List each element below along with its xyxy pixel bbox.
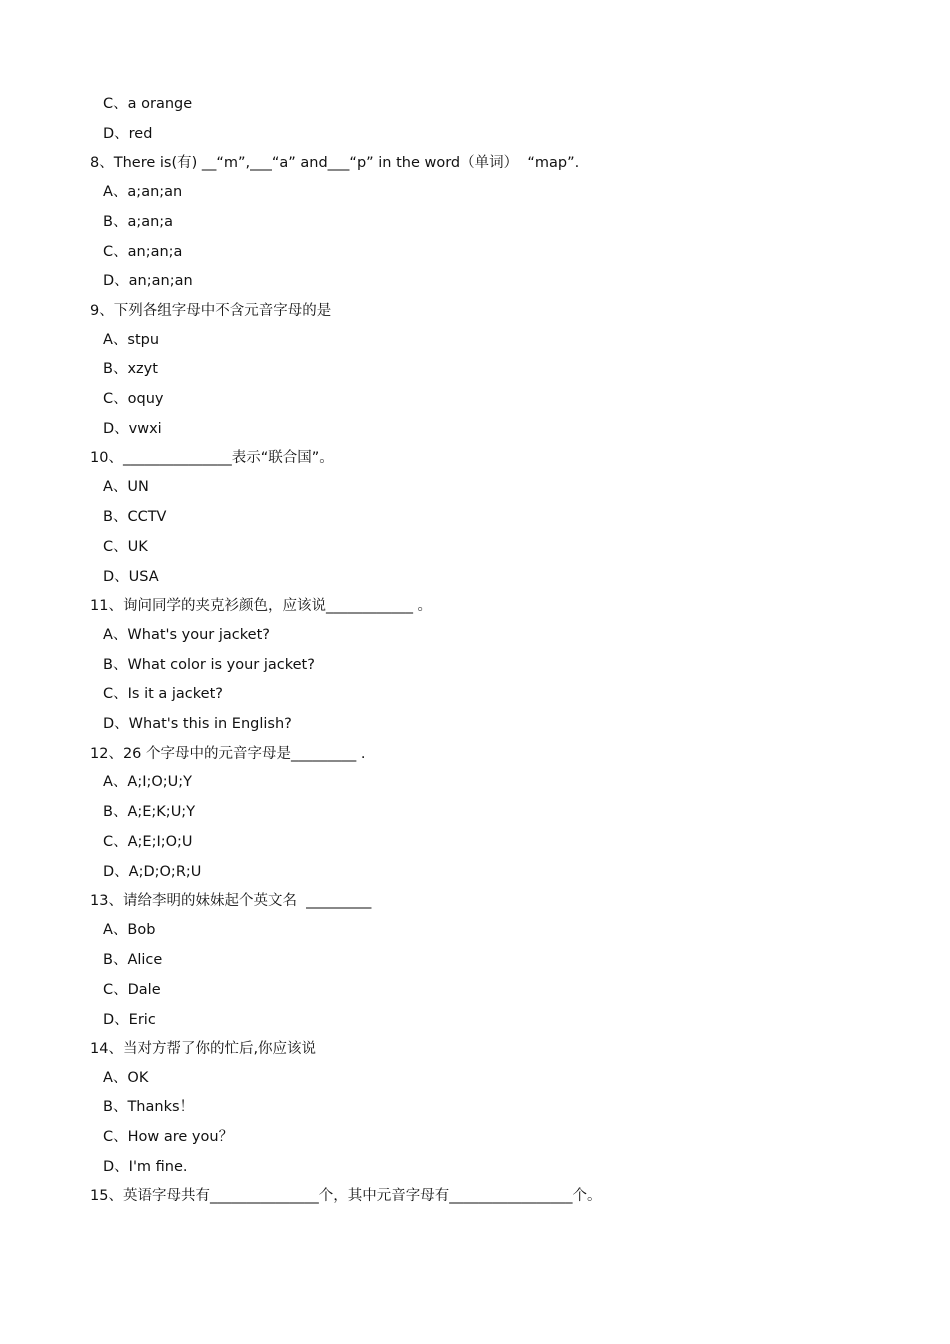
q9-stem: 9、下列各组字母中不含元音字母的是	[90, 303, 332, 319]
q12-option-c: C、A;E;I;O;U	[103, 834, 193, 850]
q11-option-d: D、What's this in English?	[103, 716, 292, 732]
q14-option-b: B、Thanks！	[103, 1099, 195, 1115]
q14-stem: 14、当对方帮了你的忙后,你应该说	[90, 1041, 317, 1057]
q12-option-d: D、A;D;O;R;U	[103, 864, 202, 880]
q10-stem: 10、_______________表示“联合国”。	[90, 450, 334, 466]
q9-option-b: B、xzyt	[103, 361, 158, 377]
q11-option-b: B、What color is your jacket?	[103, 657, 315, 673]
q7-option-d: D、red	[103, 126, 153, 142]
q13-option-a: A、Bob	[103, 922, 156, 938]
q11-option-a: A、What's your jacket?	[103, 627, 270, 643]
q13-option-c: C、Dale	[103, 982, 161, 998]
q10-option-a: A、UN	[103, 479, 149, 495]
q11-stem: 11、询问同学的夹克衫颜色，应该说____________ 。	[90, 598, 433, 614]
q11-option-c: C、Is it a jacket?	[103, 686, 223, 702]
q8-option-a: A、a;an;an	[103, 184, 183, 200]
q9-option-a: A、stpu	[103, 332, 160, 348]
q9-option-c: C、oquy	[103, 391, 164, 407]
q12-option-b: B、A;E;K;U;Y	[103, 804, 196, 820]
q12-stem: 12、26 个字母中的元音字母是_________ .	[90, 746, 366, 762]
q10-option-c: C、UK	[103, 539, 148, 555]
q10-option-d: D、USA	[103, 569, 159, 585]
q13-option-b: B、Alice	[103, 952, 163, 968]
q13-option-d: D、Eric	[103, 1012, 156, 1028]
q8-option-d: D、an;an;an	[103, 273, 193, 289]
q15-stem: 15、英语字母共有_______________个，其中元音字母有_________________个。	[90, 1188, 602, 1204]
q8-option-c: C、an;an;a	[103, 244, 183, 260]
q12-option-a: A、A;I;O;U;Y	[103, 774, 193, 790]
q14-option-d: D、I'm fine.	[103, 1159, 188, 1175]
q9-option-d: D、vwxi	[103, 421, 162, 437]
q14-option-c: C、How are you？	[103, 1129, 234, 1145]
q13-stem: 13、请给李明的妹妹起个英文名 _________	[90, 893, 372, 909]
q14-option-a: A、OK	[103, 1070, 149, 1086]
q8-stem: 8、There is(有) __“m”,___“a” and___“p” in the word（单词） “map”.	[90, 155, 580, 171]
q7-option-c: C、a orange	[103, 96, 193, 112]
q8-option-b: B、a;an;a	[103, 214, 174, 230]
q10-option-b: B、CCTV	[103, 509, 167, 525]
